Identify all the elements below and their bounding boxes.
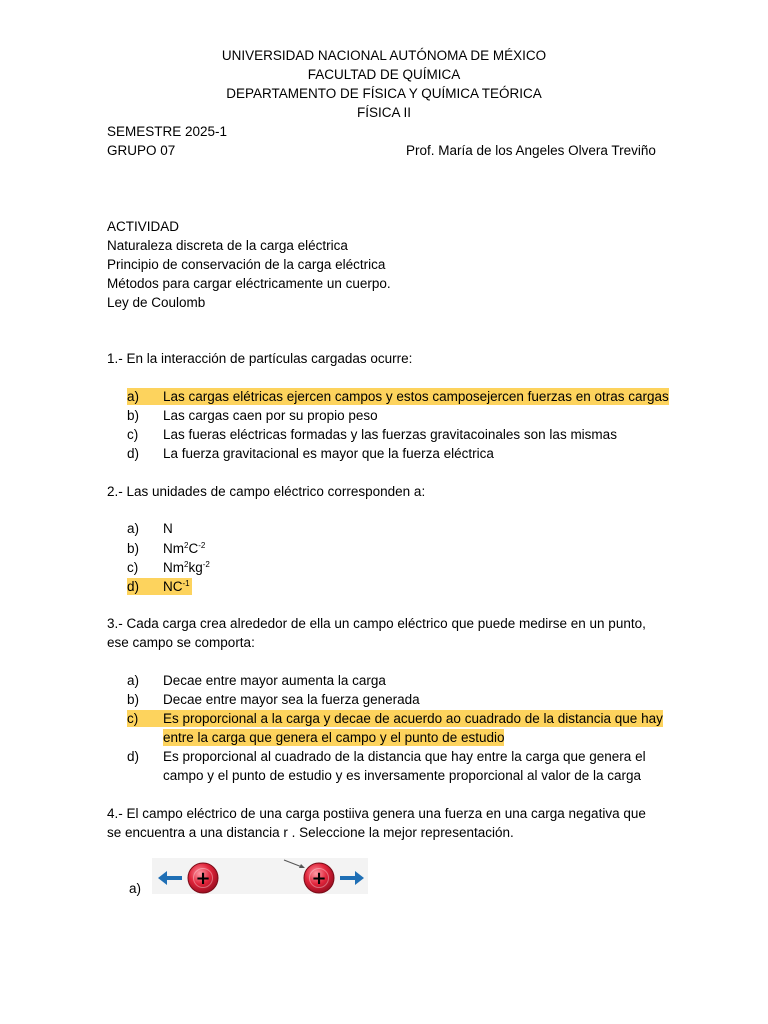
option-text: Las fueras eléctricas formadas y las fuerzas gravitacoinales son las mismas (163, 427, 617, 442)
q3-option-d-continued: campo y el punto de estudio y es inversamente proporcional al valor de la carga (163, 768, 642, 783)
department-name: DEPARTAMENTO DE FÍSICA Y QUÍMICA TEÓRICA (226, 86, 542, 101)
highlighted-answer (127, 710, 663, 727)
q4-option-letter: a) (129, 881, 142, 896)
activity-topic: Principio de conservación de la carga eléctrica (107, 257, 386, 272)
question-1: 1.- En la interacción de partículas cargadas ocurre: (107, 351, 413, 366)
activity-topic: Ley de Coulomb (107, 295, 206, 310)
unit-exponent: -1 (182, 579, 190, 588)
option-letter: a) (127, 389, 140, 404)
q2-option-b (127, 541, 205, 556)
q3-option-b (127, 692, 420, 707)
unit-part: C (188, 541, 199, 556)
positive-charge-icon (304, 863, 334, 893)
course-name: FÍSICA II (356, 105, 411, 120)
unit-exponent: 2 (184, 560, 189, 569)
option-letter: d) (127, 749, 140, 764)
option-letter: b) (127, 692, 140, 707)
question-4-line-2: se encuentra a una distancia r . Seleccione la mejor representación. (107, 825, 514, 840)
semester-label: SEMESTRE 2025-1 (107, 124, 228, 139)
university-name: UNIVERSIDAD NACIONAL AUTÓNOMA DE MÉXICO (221, 48, 547, 63)
faculty-name: FACULTAD DE QUÍMICA (307, 67, 461, 82)
activity-topic: Métodos para cargar eléctricamente un cuerpo. (107, 276, 391, 291)
q3-option-a (127, 673, 386, 688)
option-text: Es proporcional a la carga y decae de acuerdo ao cuadrado de la distancia que hay (163, 711, 663, 726)
option-text: Las cargas caen por su propio peso (163, 408, 378, 423)
option-letter: d) (127, 446, 140, 461)
charge-sign: + (195, 868, 211, 889)
unit-base: Nm (163, 541, 184, 556)
q2-option-c (127, 560, 210, 575)
charge-sign: + (311, 868, 327, 889)
option-letter: a) (127, 521, 140, 536)
option-text: Es proporcional al cuadrado de la distancia que hay entre la carga que genera el (163, 749, 646, 764)
highlighted-answer (127, 578, 192, 595)
q2-option-a (127, 521, 173, 536)
unit-base: NC (163, 579, 183, 594)
q1-option-c (127, 427, 617, 442)
question-4-line-1: 4.- El campo eléctrico de una carga postiiva genera una fuerza en una carga negativa que (107, 806, 646, 821)
q3-option-d (127, 749, 646, 764)
option-text: Las cargas elétricas ejercen campos y estos camposejercen fuerzas en otras cargas (163, 389, 669, 404)
left-arrow-icon (158, 871, 182, 885)
option-text: Decae entre mayor aumenta la carga (163, 673, 386, 688)
highlighted-answer-text: entre la carga que genera el campo y el punto de estudio (163, 730, 505, 745)
question-3-line-2: ese campo se comporta: (107, 635, 255, 650)
option-letter: c) (127, 427, 139, 442)
q1-option-b (127, 408, 378, 423)
activity-topic: Naturaleza discreta de la carga eléctrica (107, 238, 348, 253)
pointer-line (284, 860, 302, 867)
option-letter: d) (127, 579, 140, 594)
option-letter: a) (127, 673, 140, 688)
positive-charge-icon (188, 863, 218, 893)
q3-option-c (127, 711, 663, 726)
q3-option-c-continued (163, 730, 504, 745)
charge-diagram (152, 858, 368, 894)
right-arrow-icon (340, 871, 364, 885)
unit-exponent: -2 (202, 560, 210, 569)
q1-option-a (127, 389, 669, 404)
option-letter: c) (127, 711, 139, 726)
question-3-line-1: 3.- Cada carga crea alrededor de ella un campo eléctrico que puede medirse en un punto, (107, 616, 646, 631)
unit-part: kg (188, 560, 203, 575)
question-2: 2.- Las unidades de campo eléctrico corresponden a: (107, 484, 426, 499)
unit-base: N (163, 521, 173, 536)
unit-exponent: 2 (184, 541, 189, 550)
option-letter: c) (127, 560, 139, 575)
option-text: La fuerza gravitacional es mayor que la fuerza eléctrica (163, 446, 494, 461)
option-letter: b) (127, 408, 140, 423)
unit-base: Nm (163, 560, 184, 575)
option-text: Decae entre mayor sea la fuerza generada (163, 692, 420, 707)
q2-option-d (127, 579, 192, 594)
charge-diagram-svg (152, 858, 368, 894)
professor-name: Prof. María de los Angeles Olvera Treviño (406, 143, 656, 158)
highlighted-answer (127, 388, 669, 405)
activity-title: ACTIVIDAD (107, 219, 180, 234)
q1-option-d (127, 446, 494, 461)
group-label: GRUPO 07 (107, 143, 176, 158)
unit-exponent: -2 (198, 541, 206, 550)
option-letter: b) (127, 541, 140, 556)
